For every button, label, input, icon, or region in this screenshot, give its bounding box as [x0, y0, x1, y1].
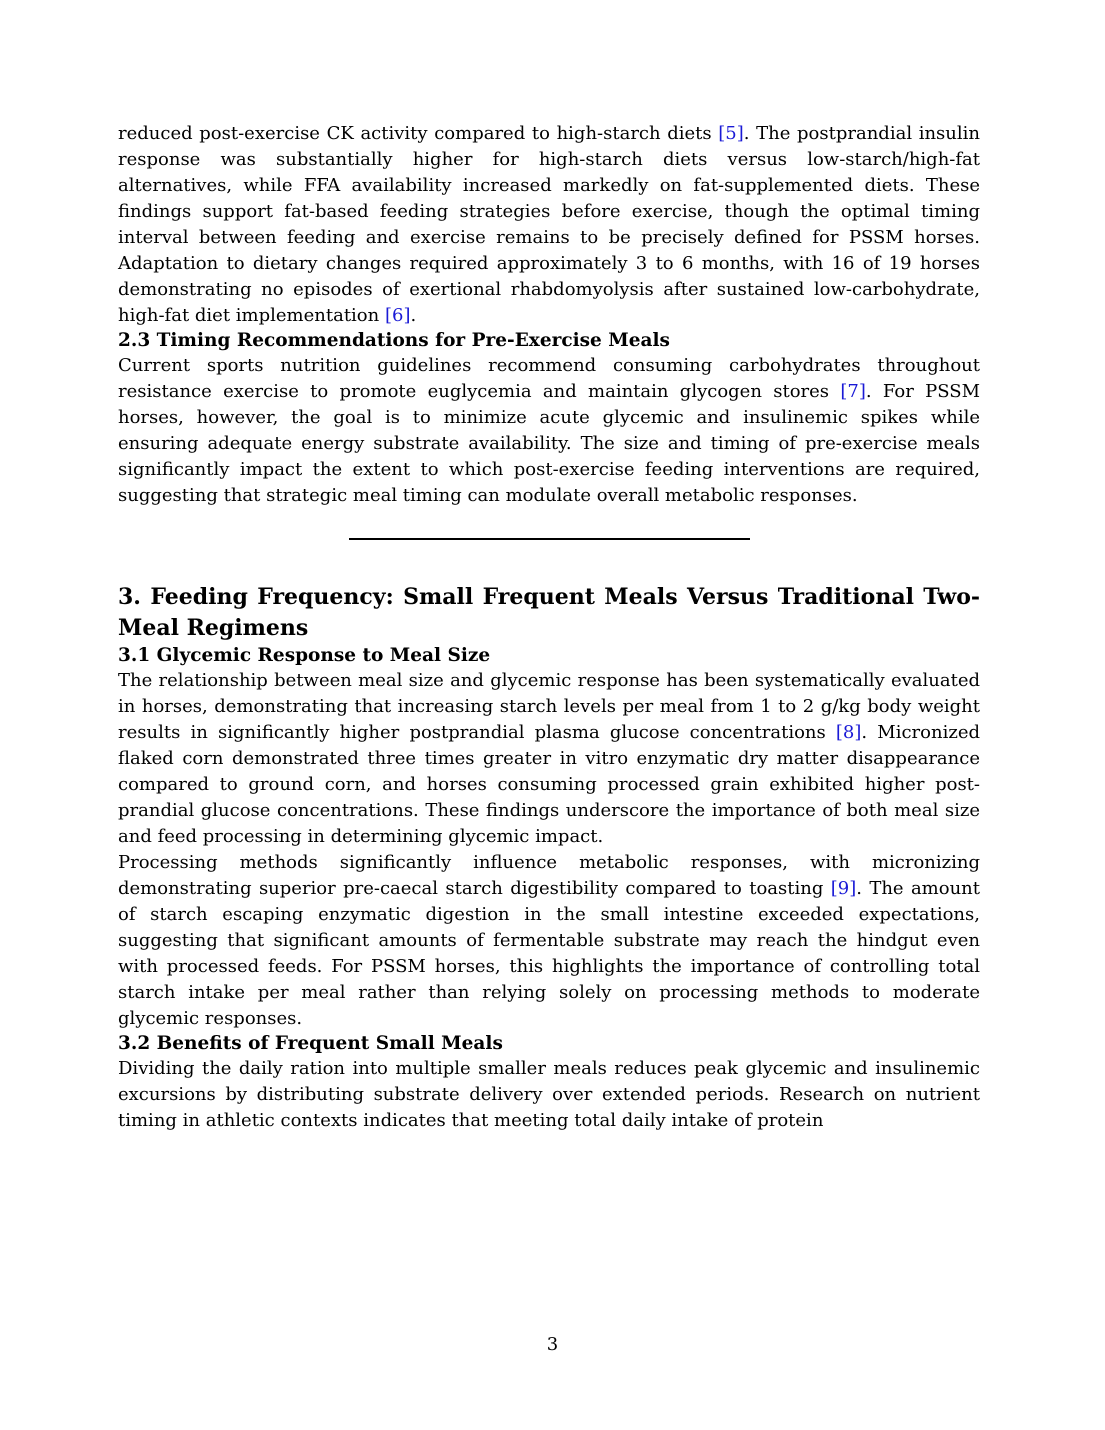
paragraph-3-1b: Processing methods significantly influence metabolic responses, with micronizing demonstrating superior pre-caecal starch digestibility compared to toasting [9]. The amount of starch escaping enzymatic digestion in the small intestine exceeded expectations, suggesting that significant amounts of fermentable substrate may reach the hindgut even with processed feeds. For PSSM horses, this highlights the importance of controlling total starch intake per meal rather than relying solely on processing methods to moderate glycemic responses. — [118, 852, 980, 1029]
page-number: 3 — [546, 1334, 559, 1355]
heading-3-2: 3.2 Benefits of Frequent Small Meals — [118, 1033, 503, 1054]
citation-link[interactable]: [6] — [384, 305, 411, 326]
citation-link[interactable]: [9] — [830, 878, 857, 899]
heading-section-3: 3. Feeding Frequency: Small Frequent Meals Versus Traditional Two-Meal Regimens — [118, 584, 980, 641]
citation-link[interactable]: [7] — [840, 381, 866, 402]
citation-link[interactable]: [8] — [835, 722, 862, 743]
heading-3-1: 3.1 Glycemic Response to Meal Size — [118, 645, 491, 666]
paragraph-3-1a: The relationship between meal size and glycemic response has been systematically evaluated in horses, demonstrating that increasing starch levels per meal from 1 to 2 g/kg body weight results in significantly higher postprandial plasma glucose concentrations [8]. Micronized flaked corn demonstrated three times greater in vitro enzymatic dry matter disappearance compared to ground corn, and horses consuming processed grain exhibited higher post-prandial glucose concentrations. These findings underscore the importance of both meal size and feed processing in determining glycemic impact. — [118, 670, 980, 847]
text-block — [118, 121, 980, 1134]
paragraph-continuation: reduced post-exercise CK activity compared to high-starch diets [5]. The postprandial insulin response was substantially higher for high-starch diets versus low-starch/high-fat alternatives, while FFA availability increased markedly on fat-supplemented diets. These findings support fat-based feeding strategies before exercise, though the optimal timing interval between feeding and exercise remains to be precisely defined for PSSM horses. Adaptation to dietary changes required approximately 3 to 6 months, with 16 of 19 horses demonstrating no episodes of exertional rhabdomyolysis after sustained low-carbohydrate, high-fat diet implementation [6]. — [118, 123, 980, 326]
paragraph-3-2: Dividing the daily ration into multiple smaller meals reduces peak glycemic and insulinemic excursions by distributing substrate delivery over extended periods. Research on nutrient timing in athletic contexts indicates that meeting total daily intake of protein — [118, 1058, 980, 1131]
heading-2-3: 2.3 Timing Recommendations for Pre-Exercise Meals — [118, 330, 670, 351]
section-divider-rule — [349, 538, 750, 540]
citation-link[interactable]: [5] — [718, 123, 744, 144]
paragraph-2-3: Current sports nutrition guidelines recommend consuming carbohydrates throughout resistance exercise to promote euglycemia and maintain glycogen stores [7]. For PSSM horses, however, the goal is to minimize acute glycemic and insulinemic spikes while ensuring adequate energy substrate availability. The size and timing of pre-exercise meals significantly impact the extent to which post-exercise feeding interventions are required, suggesting that strategic meal timing can modulate overall metabolic responses. — [118, 355, 981, 506]
